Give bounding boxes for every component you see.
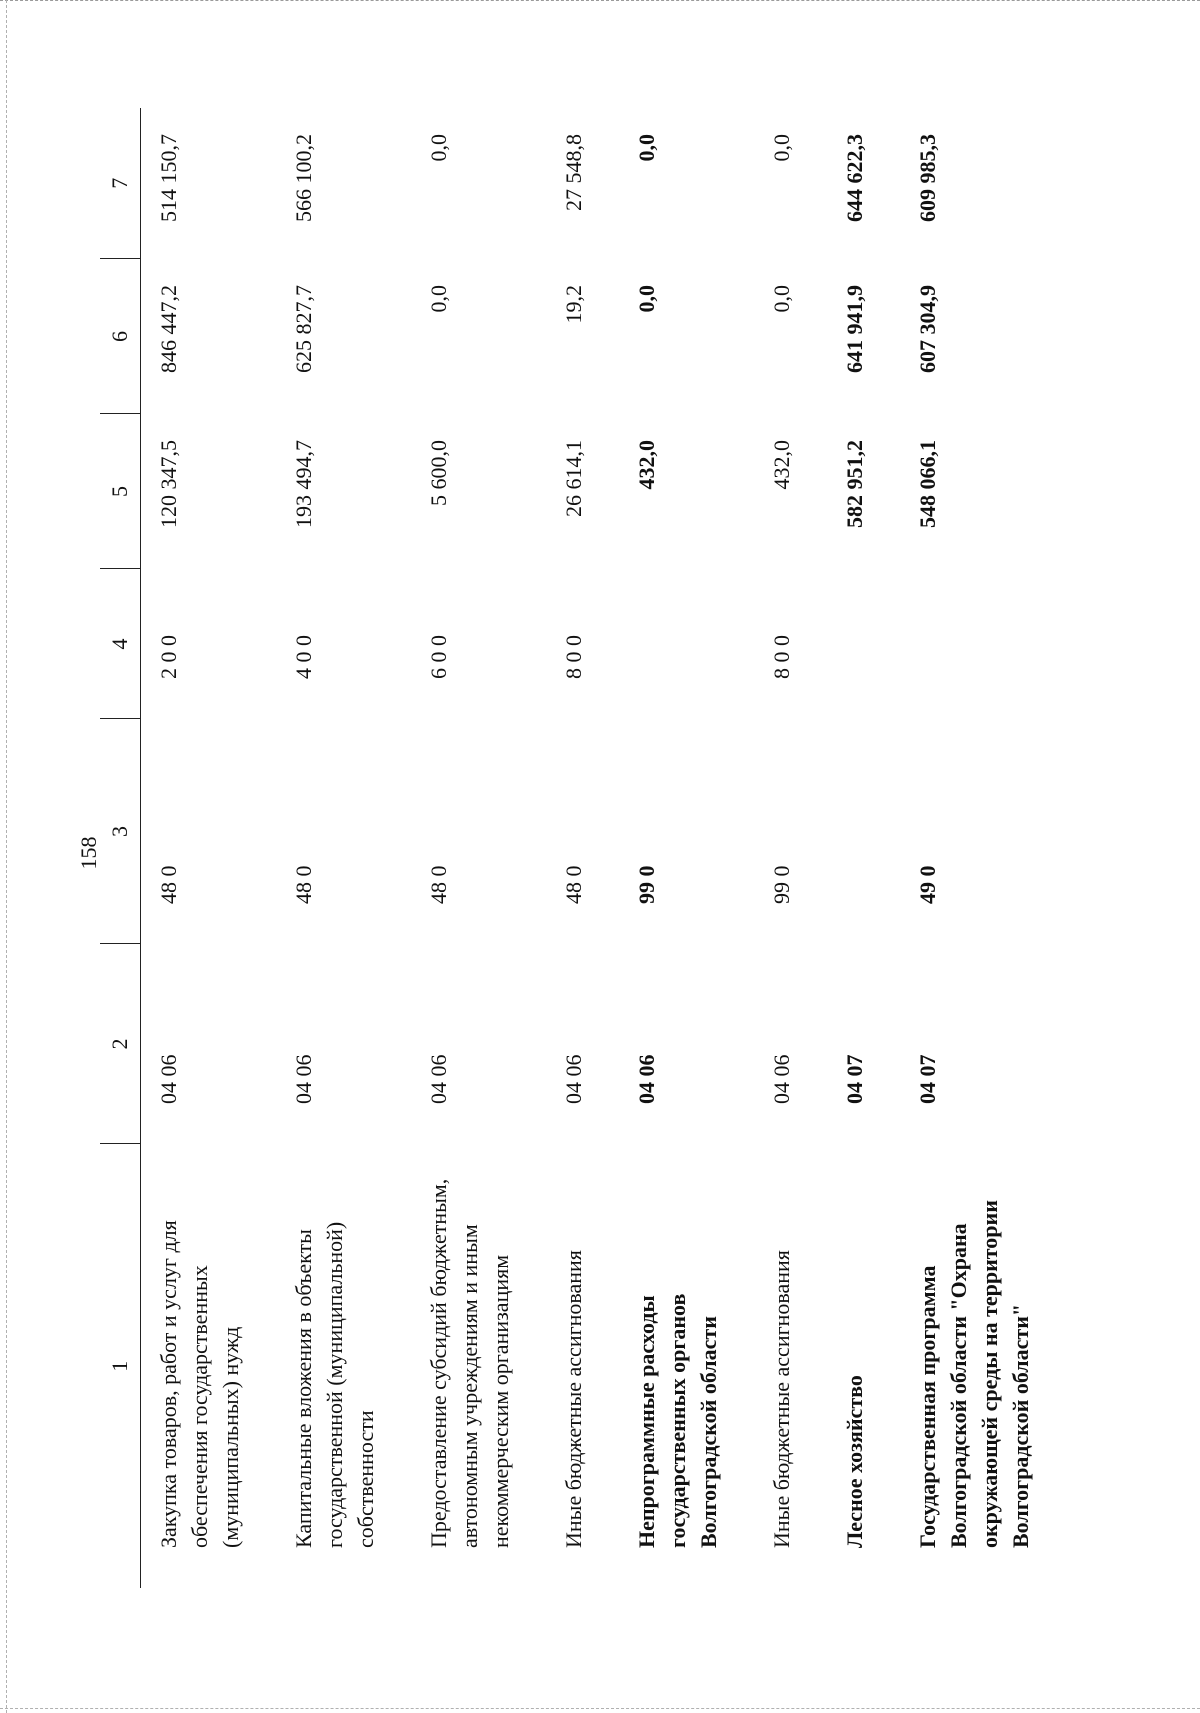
row-value-col7: 644 622,3 [842,134,867,222]
row-value-col7: 0,0 [426,134,451,162]
row-expense-type [619,569,754,719]
row-value-col7: 566 100,2 [291,134,316,222]
row-name: Лесное хозяйство [842,1375,867,1548]
row-value-col5: 193 494,7 [291,440,316,528]
row-value-col7: 514 150,7 [156,134,181,222]
table-row [619,108,754,1588]
row-program-code: 49 0 [915,865,940,904]
row-expense-type [900,569,1066,719]
header-col-5: 5 [100,414,141,569]
row-value-col7: 27 548,8 [561,134,586,211]
row-value-col6: 641 941,9 [842,285,867,373]
row-value-col6: 0,0 [426,285,451,313]
row-value-col6: 0,0 [634,285,659,313]
row-value-col6: 846 447,2 [156,285,181,373]
row-section-code: 04 06 [561,1054,586,1104]
row-program-code: 48 0 [156,865,181,904]
table-row [827,108,900,1588]
row-value-col5: 432,0 [769,440,794,490]
table-row [411,108,546,1588]
row-name: Предоставление субсидий бюджетным, автономным учреждениям и иным некоммерческим организациям [426,1178,513,1548]
header-col-2: 2 [100,944,141,1144]
row-section-code: 04 06 [156,1054,181,1104]
row-expense-type: 8 0 0 [561,635,586,679]
header-col-7: 7 [100,108,141,259]
row-value-col6: 625 827,7 [291,285,316,373]
row-section-code: 04 06 [426,1054,451,1104]
header-col-4: 4 [100,569,141,719]
row-expense-type: 8 0 0 [769,635,794,679]
row-program-code: 99 0 [634,865,659,904]
row-value-col5: 5 600,0 [426,440,451,506]
row-name: Иные бюджетные ассигнования [769,1250,794,1548]
row-value-col5: 120 347,5 [156,440,181,528]
row-value-col7: 609 985,3 [915,134,940,222]
header-col-1: 1 [100,1144,141,1588]
row-expense-type [827,569,900,719]
row-program-code: 48 0 [426,865,451,904]
row-name: Закупка товаров, работ и услуг для обеспечения государственных (муниципальных) нужд [156,1220,243,1548]
row-value-col5: 26 614,1 [561,440,586,517]
row-value-col6: 607 304,9 [915,285,940,373]
row-name: Иные бюджетные ассигнования [561,1250,586,1548]
row-section-code: 04 07 [842,1054,867,1104]
row-value-col5: 548 066,1 [915,440,940,528]
row-program-code: 48 0 [561,865,586,904]
row-name: Непрограммные расходы государственных органов Волгоградской области [634,1293,721,1548]
table-row [900,108,1066,1588]
header-col-3: 3 [100,719,141,944]
row-value-col5: 432,0 [634,440,659,490]
row-program-code [827,719,900,944]
header-col-6: 6 [100,259,141,414]
row-name: Капитальные вложения в объекты государственной (муниципальной) собственности [291,1221,378,1548]
row-section-code: 04 06 [291,1054,316,1104]
row-section-code: 04 06 [769,1054,794,1104]
table-row [141,108,277,1588]
budget-table [100,108,1066,1588]
row-value-col6: 0,0 [769,285,794,313]
row-value-col7: 0,0 [769,134,794,162]
row-value-col7: 0,0 [634,134,659,162]
row-expense-type: 4 0 0 [291,635,316,679]
row-program-code: 48 0 [291,865,316,904]
table-header-row [100,108,141,1588]
row-program-code: 99 0 [769,865,794,904]
row-value-col6: 19,2 [561,285,586,324]
table-row [754,108,827,1588]
table-row [276,108,411,1588]
row-name: Государственная программа Волгоградской области "Охрана окружающей среды на территории Волгоградской области" [915,1200,1033,1548]
row-value-col5: 582 951,2 [842,440,867,528]
page-number: 158 [76,836,101,870]
table-row [546,108,619,1588]
row-section-code: 04 07 [915,1054,940,1104]
row-section-code: 04 06 [634,1054,659,1104]
row-expense-type: 2 0 0 [156,635,181,679]
row-expense-type: 6 0 0 [426,635,451,679]
